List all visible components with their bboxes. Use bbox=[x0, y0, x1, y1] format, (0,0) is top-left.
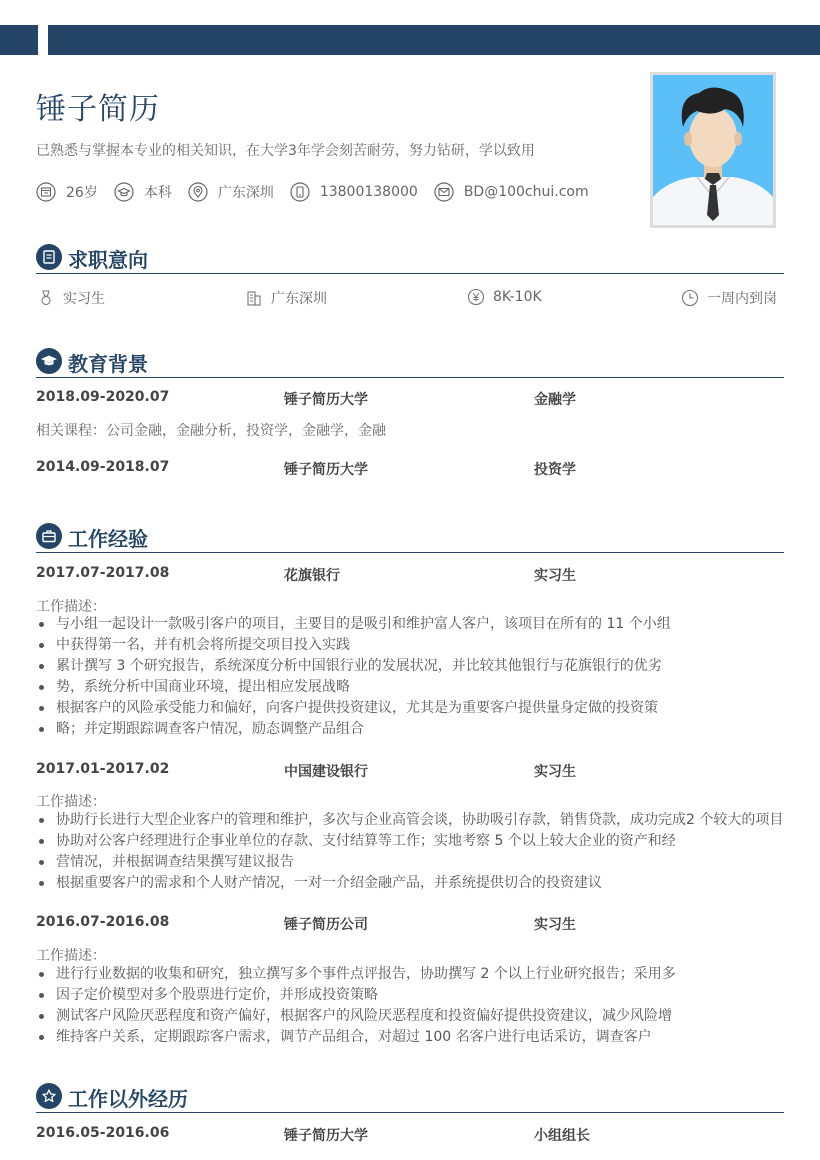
list-item: 维持客户关系，定期跟踪客户需求，调节产品组合，对超过 100 名客户进行电话采访，调查客户 bbox=[36, 1027, 676, 1048]
work-item-header bbox=[36, 565, 576, 584]
info-location bbox=[188, 182, 274, 202]
header-accent-bar-right bbox=[48, 25, 820, 55]
section-title-text: 工作经验 bbox=[68, 527, 148, 551]
section-title-text: 教育背景 bbox=[68, 352, 148, 376]
work-role: 实习生 bbox=[534, 917, 576, 933]
intent-availability bbox=[681, 288, 777, 308]
list-item: 进行行业数据的收集和研究，独立撰写多个事件点评报告，协助撰写 2 个以上行业研究报告；采用多 bbox=[36, 964, 676, 985]
info-phone bbox=[290, 182, 418, 202]
other-role: 小组组长 bbox=[534, 1128, 590, 1144]
education-school: 锤子简历大学 bbox=[284, 392, 368, 408]
intent-city-value: 广东深圳 bbox=[271, 291, 327, 307]
work-bullet-list bbox=[36, 964, 676, 1048]
phone-icon bbox=[290, 182, 310, 202]
mail-icon bbox=[434, 182, 454, 202]
age-value: 26岁 bbox=[66, 185, 98, 201]
info-degree bbox=[114, 182, 172, 202]
intent-salary-value: 8K-10K bbox=[493, 289, 542, 305]
list-item: 协助对公客户经理进行企事业单位的存款、支付结算等工作；实地考察 5 个以上较大企业的资产和经 bbox=[36, 831, 783, 852]
intro-text: 已熟悉与掌握本专业的相关知识，在大学3年学会刻苦耐劳，努力钻研，学以致用 bbox=[36, 143, 535, 159]
graduation-cap-icon bbox=[114, 182, 134, 202]
intent-city bbox=[245, 288, 327, 308]
work-desc-label: 工作描述： bbox=[36, 794, 106, 810]
education-courses: 相关课程：公司金融，金融分析，投资学，金融学，金融 bbox=[36, 423, 386, 439]
work-company: 花旗银行 bbox=[284, 568, 340, 584]
calendar-icon bbox=[36, 182, 56, 202]
info-age bbox=[36, 182, 98, 202]
education-major: 投资学 bbox=[534, 462, 576, 478]
other-org: 锤子简历大学 bbox=[284, 1128, 368, 1144]
building-icon bbox=[245, 289, 263, 307]
star-icon bbox=[36, 1083, 62, 1109]
education-date: 2014.09-2018.07 bbox=[36, 459, 170, 475]
yen-icon bbox=[467, 288, 485, 306]
education-date: 2018.09-2020.07 bbox=[36, 389, 170, 405]
intent-availability-value: 一周内到岗 bbox=[707, 291, 777, 307]
work-role: 实习生 bbox=[534, 764, 576, 780]
profile-photo bbox=[650, 72, 776, 228]
list-item: 与小组一起设计一款吸引客户的项目，主要目的是吸引和维护富人客户，该项目在所有的 11 个小组 bbox=[36, 614, 671, 635]
location-value: 广东深圳 bbox=[217, 185, 274, 201]
graduation-cap-icon bbox=[36, 348, 62, 374]
work-date: 2017.01-2017.02 bbox=[36, 761, 170, 777]
list-item: 中获得第一名，并有机会将所提交项目投入实践 bbox=[36, 635, 671, 656]
email-value: BD@100chui.com bbox=[463, 184, 589, 200]
list-item: 略；并定期跟踪调查客户情况，励态调整产品组合 bbox=[36, 719, 671, 740]
info-email bbox=[434, 182, 589, 202]
work-role: 实习生 bbox=[534, 568, 576, 584]
work-item-header bbox=[36, 761, 576, 780]
list-item: 营情况，并根据调查结果撰写建议报告 bbox=[36, 852, 783, 873]
list-item: 因子定价模型对多个股票进行定价，并形成投资策略 bbox=[36, 985, 676, 1006]
education-item bbox=[36, 389, 576, 408]
medal-icon bbox=[37, 289, 55, 307]
avatar-illustration bbox=[653, 75, 773, 225]
list-item: 累计撰写 3 个研究报告，系统深度分析中国银行业的发展状况，并比较其他银行与花旗银行的优劣 bbox=[36, 656, 671, 677]
intent-type-value: 实习生 bbox=[63, 291, 105, 307]
section-title-text: 求职意向 bbox=[68, 248, 148, 272]
education-school: 锤子简历大学 bbox=[284, 462, 368, 478]
list-item: 协助行长进行大型企业客户的管理和维护，多次与企业高管会谈，协助吸引存款，销售贷款，成功完成2 个较大的项目 bbox=[36, 810, 783, 831]
work-company: 锤子简历公司 bbox=[284, 917, 368, 933]
resume-doc-icon bbox=[36, 244, 62, 270]
degree-value: 本科 bbox=[143, 185, 172, 201]
list-item: 根据重要客户的需求和个人财产情况，一对一介绍金融产品，并系统提供切合的投资建议 bbox=[36, 873, 783, 894]
location-pin-icon bbox=[188, 182, 208, 202]
list-item: 势，系统分析中国商业环境，提出相应发展战略 bbox=[36, 677, 671, 698]
section-job-intent bbox=[36, 243, 784, 274]
section-title-text: 工作以外经历 bbox=[68, 1087, 188, 1111]
work-date: 2016.07-2016.08 bbox=[36, 914, 170, 930]
basic-info bbox=[36, 182, 605, 202]
intent-type bbox=[37, 288, 105, 308]
work-desc-label: 工作描述： bbox=[36, 948, 106, 964]
list-item: 根据客户的风险承受能力和偏好，向客户提供投资建议，尤其是为重要客户提供量身定做的投资策 bbox=[36, 698, 671, 719]
list-item: 测试客户风险厌恶程度和资产偏好，根据客户的风险厌恶程度和投资偏好提供投资建议，减少风险增 bbox=[36, 1006, 676, 1027]
work-date: 2017.07-2017.08 bbox=[36, 565, 170, 581]
work-desc-label: 工作描述： bbox=[36, 599, 106, 615]
education-major: 金融学 bbox=[534, 392, 576, 408]
section-education bbox=[36, 347, 784, 378]
work-company: 中国建设银行 bbox=[284, 764, 368, 780]
work-item-header bbox=[36, 914, 576, 933]
section-work-experience bbox=[36, 522, 784, 553]
education-item bbox=[36, 459, 576, 478]
header-accent-bar-left bbox=[0, 25, 38, 55]
phone-value: 13800138000 bbox=[319, 184, 418, 200]
briefcase-icon bbox=[36, 523, 62, 549]
resume-name: 锤子简历 bbox=[36, 92, 160, 127]
intent-salary bbox=[467, 288, 542, 306]
work-bullet-list bbox=[36, 614, 671, 740]
other-item-header bbox=[36, 1125, 590, 1144]
other-date: 2016.05-2016.06 bbox=[36, 1125, 170, 1141]
section-other-experience bbox=[36, 1082, 784, 1113]
clock-icon bbox=[681, 289, 699, 307]
work-bullet-list bbox=[36, 810, 783, 894]
